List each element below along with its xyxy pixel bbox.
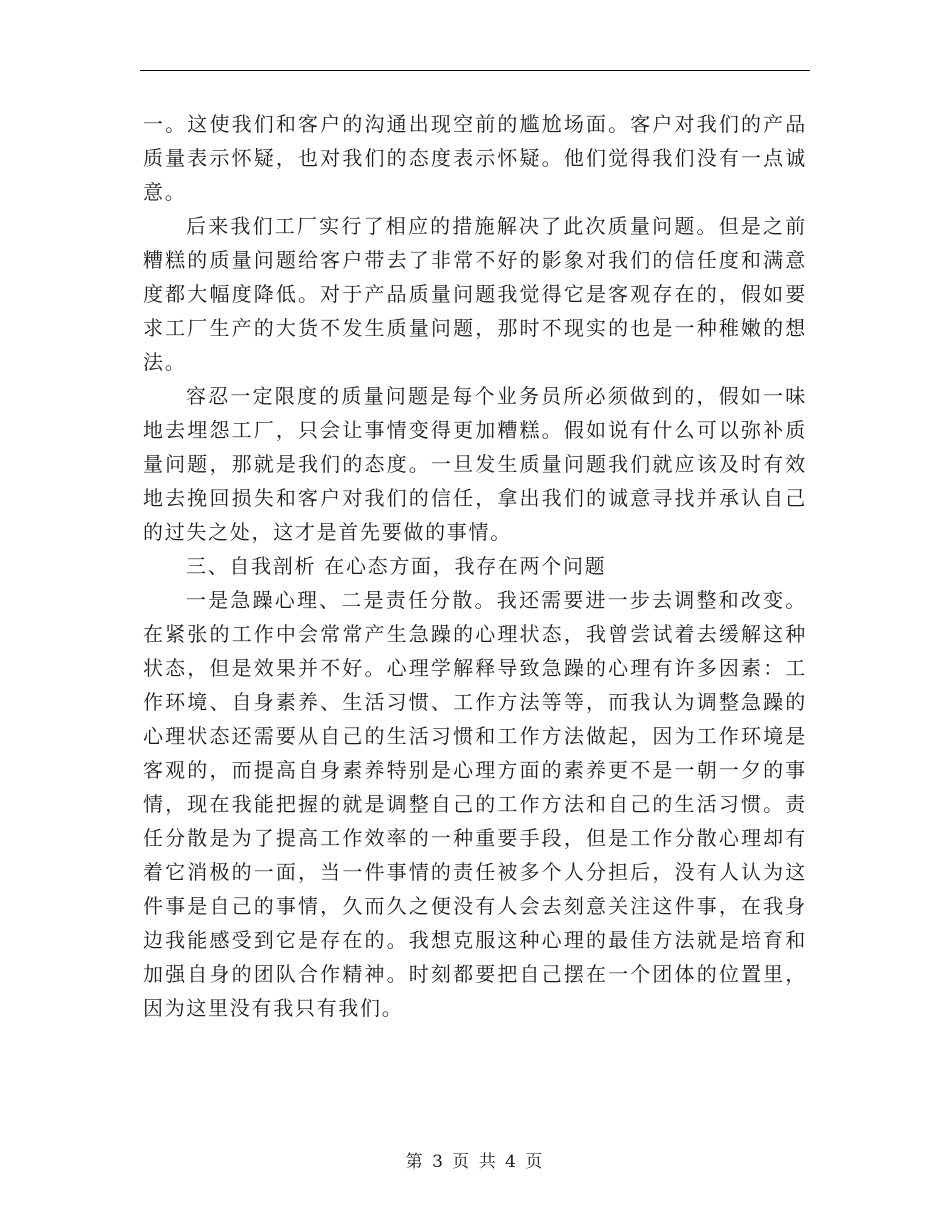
paragraph-2: 后来我们工厂实行了相应的措施解决了此次质量问题。但是之前糟糕的质量问题给客户带去了非常不好的影象对我们的信任度和满意度都大幅度降低。对于产品质量问题我觉得它是客观存在的，假如要求工厂生产的大货不发生质量问题，那时不现实的也是一种稚嫩的想法。 <box>143 214 807 374</box>
document-body <box>143 107 807 1025</box>
paragraph-4: 一是急躁心理、二是责任分散。我还需要进一步去调整和改变。在紧张的工作中会常常产生急躁的心理状态，我曾尝试着去缓解这种状态，但是效果并不好。心理学解释导致急躁的心理有许多因素：工作环境、自身素养、生活习惯、工作方法等等，而我认为调整急躁的心理状态还需要从自己的生活习惯和工作方法做起，因为工作环境是客观的，而提高自身素养特别是心理方面的素养更不是一朝一夕的事情，现在我能把握的就是调整自己的工作方法和自己的生活习惯。责任分散是为了提高工作效率的一种重要手段，但是工作分散心理却有着它消极的一面，当一件事情的责任被多个人分担后，没有人认为这件事是自己的事情，久而久之便没有人会去刻意关注这件事，在我身边我能感受到它是存在的。我想克服这种心理的最佳方法就是培育和加强自身的团队合作精神。时刻都要把自己摆在一个团体的位置里，因为这里没有我只有我们。 <box>143 588 807 1020</box>
paragraph-1: 一。这使我们和客户的沟通出现空前的尴尬场面。客户对我们的产品质量表示怀疑，也对我们的态度表示怀疑。他们觉得我们没有一点诚意。 <box>143 112 807 204</box>
paragraph-3: 容忍一定限度的质量问题是每个业务员所必须做到的，假如一味地去埋怨工厂，只会让事情变得更加糟糕。假如说有什么可以弥补质量问题，那就是我们的态度。一旦发生质量问题我们就应该及时有效地去挽回损失和客户对我们的信任，拿出我们的诚意寻找并承认自己的过失之处，这才是首先要做的事情。 <box>143 384 807 544</box>
header-rule <box>140 70 810 71</box>
page-number-footer: 第 3 页 共 4 页 <box>405 1152 545 1172</box>
section-heading: 三、自我剖析 在心态方面，我存在两个问题 <box>186 554 607 578</box>
